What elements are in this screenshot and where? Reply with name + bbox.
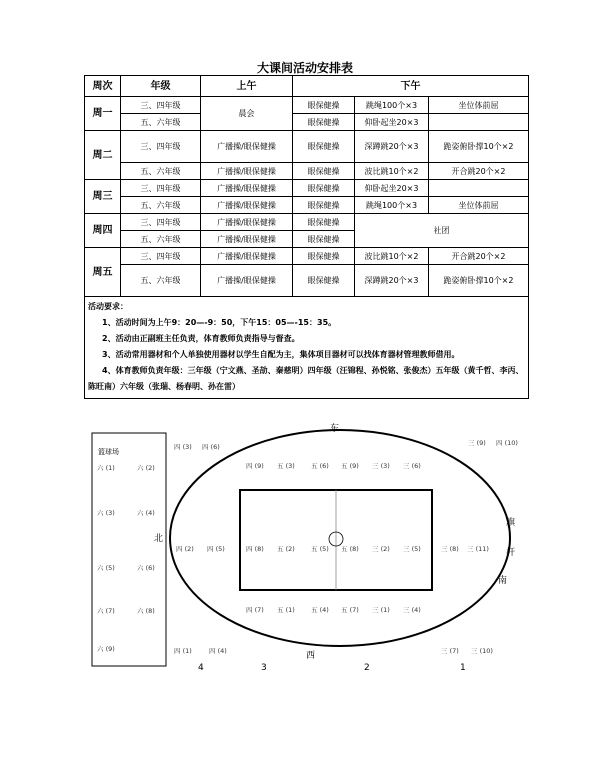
header-week: 周次 <box>85 76 121 97</box>
afternoon-activity: 波比跳10个×2 <box>355 248 429 265</box>
afternoon-activity: 跪姿俯卧撑10个×2 <box>429 265 529 297</box>
direction-south: 南 <box>498 576 508 586</box>
morning-activity: 广播操/眼保健操 <box>201 197 293 214</box>
class-spot: 四 (7) <box>246 606 264 614</box>
class-spot: 六 (9) <box>97 645 115 653</box>
afternoon-activity: 眼保健操 <box>293 131 355 163</box>
class-spot: 六 (3) <box>97 509 115 517</box>
class-spot: 五 (5) <box>311 545 329 553</box>
class-spot: 三 (7) <box>441 647 459 655</box>
flagpole-label: 杆 <box>506 548 516 558</box>
grade-cell: 三、四年级 <box>121 248 201 265</box>
afternoon-activity: 眼保健操 <box>293 97 355 114</box>
flagpole-label: 旗 <box>506 518 516 528</box>
class-spot: 三 (4) <box>403 606 421 614</box>
class-spot: 三 (2) <box>372 545 390 553</box>
afternoon-activity: 跳绳100个×3 <box>355 97 429 114</box>
morning-activity: 广播操/眼保健操 <box>201 163 293 180</box>
morning-activity: 广播操/眼保健操 <box>201 248 293 265</box>
grade-cell: 五、六年级 <box>121 197 201 214</box>
class-spot: 五 (1) <box>277 606 295 614</box>
zone-number: 2 <box>364 663 370 673</box>
morning-activity: 广播操/眼保健操 <box>201 180 293 197</box>
morning-activity: 晨会 <box>201 97 293 131</box>
class-spot: 四 (5) <box>207 545 225 553</box>
requirements-heading: 活动要求： <box>88 302 128 311</box>
afternoon-activity: 眼保健操 <box>293 180 355 197</box>
zone-number: 3 <box>261 663 267 673</box>
class-spot: 三 (1) <box>372 606 390 614</box>
class-spot: 五 (6) <box>311 462 329 470</box>
class-spot: 五 (2) <box>277 545 295 553</box>
week-label: 周四 <box>85 214 121 248</box>
class-spot: 六 (2) <box>137 464 155 472</box>
class-spot: 三 (8) <box>441 545 459 553</box>
class-spot: 六 (4) <box>137 509 155 517</box>
afternoon-activity: 眼保健操 <box>293 163 355 180</box>
class-spot: 六 (7) <box>97 607 115 615</box>
afternoon-activity: 深蹲跳20个×3 <box>355 265 429 297</box>
afternoon-activity: 眼保健操 <box>293 114 355 131</box>
page-title: 大课间活动安排表 <box>256 61 353 75</box>
class-spot: 三 (10) <box>471 647 493 655</box>
week-label: 周三 <box>85 180 121 214</box>
week-label: 周二 <box>85 131 121 180</box>
requirement-item: 1、活动时间为上午9：20—-9：50，下午15：05—-15：35。 <box>102 318 337 327</box>
class-spot: 三 (3) <box>372 462 390 470</box>
zone-number: 1 <box>460 663 466 673</box>
club-activity: 社团 <box>355 214 529 248</box>
afternoon-activity: 眼保健操 <box>293 248 355 265</box>
afternoon-activity: 仰卧起坐20×3 <box>355 180 429 197</box>
class-spot: 三 (6) <box>403 462 421 470</box>
grade-cell: 五、六年级 <box>121 114 201 131</box>
direction-west: 西 <box>306 651 316 661</box>
direction-north: 北 <box>154 534 164 544</box>
requirement-item: 3、活动常用器材和个人单独使用器材以学生自配为主，集体项目器材可以找体育器材管理教师借用。 <box>102 350 460 359</box>
class-spot: 五 (3) <box>277 462 295 470</box>
afternoon-activity: 开合跳20个×2 <box>429 163 529 180</box>
afternoon-activity: 眼保健操 <box>293 214 355 231</box>
morning-activity: 广播操/眼保健操 <box>201 131 293 163</box>
class-spot: 六 (5) <box>97 564 115 572</box>
class-spot: 五 (8) <box>341 545 359 553</box>
afternoon-activity: 眼保健操 <box>293 265 355 297</box>
afternoon-activity: 眼保健操 <box>293 197 355 214</box>
class-spot: 三 (11) <box>467 545 489 553</box>
week-label: 周五 <box>85 248 121 297</box>
requirement-item: 2、活动由正副班主任负责，体育教师负责指导与督查。 <box>102 334 300 343</box>
zone-number: 4 <box>198 663 204 673</box>
class-spot: 四 (8) <box>246 545 264 553</box>
grade-cell: 三、四年级 <box>121 214 201 231</box>
class-spot: 六 (8) <box>137 607 155 615</box>
week-label: 周一 <box>85 97 121 131</box>
afternoon-activity: 眼保健操 <box>293 231 355 248</box>
afternoon-activity: 跪姿俯卧撑10个×2 <box>429 131 529 163</box>
class-spot: 六 (6) <box>137 564 155 572</box>
requirement-item: 4、体育教师负责年级：三年级（宁文燕、圣劼、秦慈明）四年级（汪锦程、孙悦铭、张俊杰）五年级（黄千哲、李丙、陈旺南）六年级（张瑞、杨春明、孙在雷） <box>88 366 524 391</box>
grade-cell: 五、六年级 <box>121 163 201 180</box>
class-spot: 六 (1) <box>97 464 115 472</box>
grade-cell: 三、四年级 <box>121 180 201 197</box>
class-spot: 四 (6) <box>202 443 220 451</box>
class-spot: 四 (3) <box>174 443 192 451</box>
class-spot: 五 (4) <box>311 606 329 614</box>
grade-cell: 五、六年级 <box>121 231 201 248</box>
class-spot: 三 (9) <box>468 439 486 447</box>
morning-activity: 广播操/眼保健操 <box>201 265 293 297</box>
running-track <box>170 430 510 646</box>
class-spot: 四 (1) <box>174 647 192 655</box>
grade-cell: 三、四年级 <box>121 131 201 163</box>
class-spot: 五 (9) <box>341 462 359 470</box>
afternoon-activity: 仰卧起坐20×3 <box>355 114 429 131</box>
header-morning: 上午 <box>201 76 293 97</box>
court-label: 篮球场 <box>98 448 119 456</box>
class-spot: 四 (2) <box>176 545 194 553</box>
grade-cell: 五、六年级 <box>121 265 201 297</box>
class-spot: 五 (7) <box>341 606 359 614</box>
header-afternoon: 下午 <box>293 76 529 97</box>
afternoon-activity: 坐位体前屈 <box>429 97 529 114</box>
class-spot: 四 (4) <box>209 647 227 655</box>
afternoon-activity: 跳绳100个×3 <box>355 197 429 214</box>
afternoon-activity: 波比跳10个×2 <box>355 163 429 180</box>
direction-east: 东 <box>330 424 340 434</box>
afternoon-activity: 坐位体前屈 <box>429 197 529 214</box>
class-spot: 三 (5) <box>403 545 421 553</box>
morning-activity: 广播操/眼保健操 <box>201 214 293 231</box>
grade-cell: 三、四年级 <box>121 97 201 114</box>
class-spot: 四 (10) <box>496 439 518 447</box>
afternoon-activity: 开合跳20个×2 <box>429 248 529 265</box>
afternoon-activity: 深蹲跳20个×3 <box>355 131 429 163</box>
morning-activity: 广播操/眼保健操 <box>201 231 293 248</box>
header-grade: 年级 <box>121 76 201 97</box>
class-spot: 四 (9) <box>246 462 264 470</box>
